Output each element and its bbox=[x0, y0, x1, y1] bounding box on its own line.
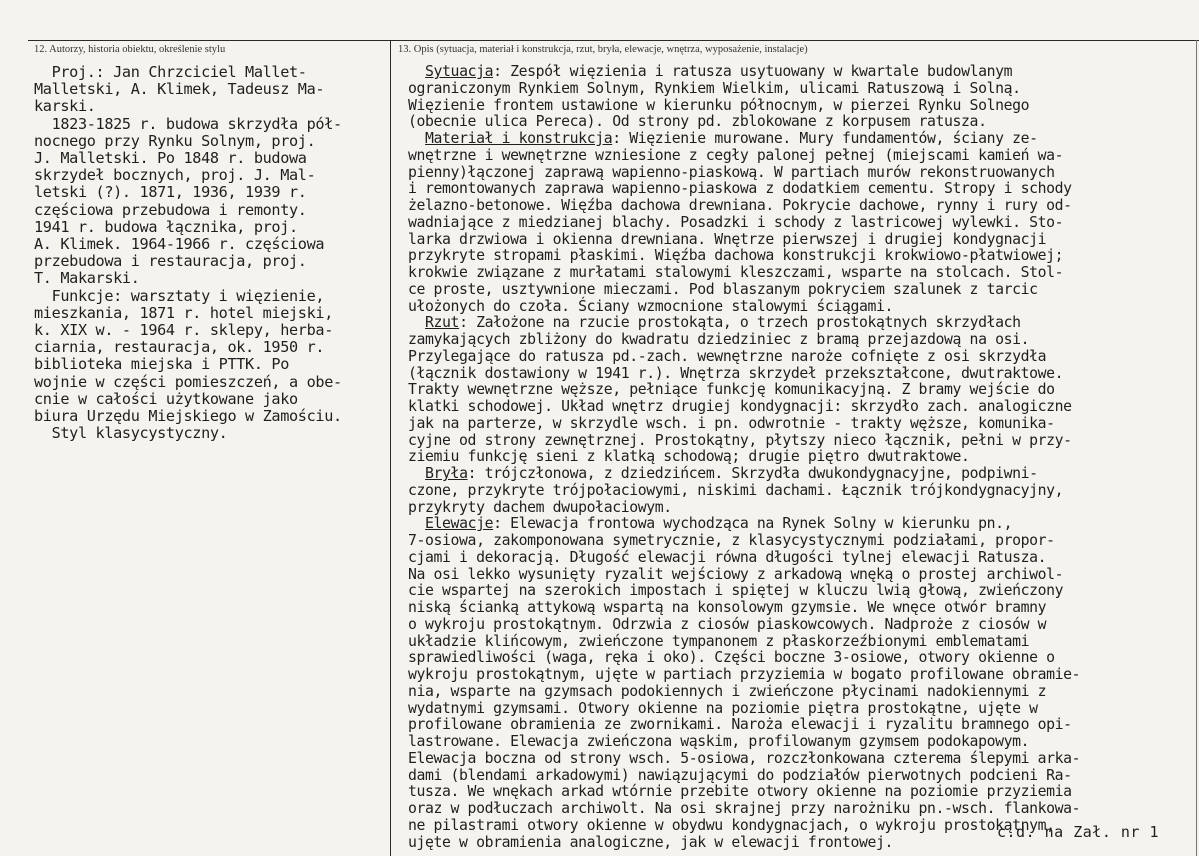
text-line bbox=[408, 382, 1080, 399]
section-heading: Rzut bbox=[425, 314, 460, 332]
line-text: 7-osiowa, zakomponowana symetrycznie, z klasycystycznymi podziałami, propor- bbox=[408, 532, 1055, 549]
text-line bbox=[408, 617, 1080, 634]
line-text: ułożonych do czoła. Ściany wzmocnione stalowymi ściągami. bbox=[408, 297, 893, 315]
text-line bbox=[408, 248, 1080, 265]
line-text: Elewacja boczna od strony wsch. 5-osiowa, rozczłonkowana czterema ślepymi arka- bbox=[408, 749, 1081, 767]
text-line bbox=[408, 148, 1080, 165]
text-line: skrzydeł bocznych, proj. J. Mal- bbox=[34, 166, 316, 185]
text-line: częściowa przebudowa i remonty. bbox=[34, 200, 307, 219]
text-line bbox=[408, 784, 1080, 801]
text-line: wojnie w części pomieszczeń, a obe- bbox=[34, 372, 342, 391]
line-text: Na osi lekko wysunięty ryzalit wejściowy z arkadową wnęką o prostej archiwol- bbox=[408, 565, 1064, 583]
line-text: lastrowane. Elewacja zwieńczona wąskim, profilowanym gzymsem podokapowym. bbox=[408, 733, 1030, 750]
text-line bbox=[408, 332, 1080, 349]
line-text: profilowane obramienia ze zwornikami. Naroża elewacji i ryzalitu bramnego opi- bbox=[408, 716, 1072, 734]
text-line: J. Malletski. Po 1848 r. budowa bbox=[34, 149, 307, 168]
section-heading: Bryła bbox=[425, 465, 468, 482]
text-line: Styl klasycystyczny. bbox=[34, 424, 228, 443]
text-line: przebudowa i restauracja, proj. bbox=[34, 252, 307, 271]
line-text: tusza. We wnękach arkad wtórnie przebite otwory okienne na poziomie przyziemia bbox=[408, 783, 1072, 801]
line-text: i remontowanych zaprawa wapienno-piaskowa z dodatkiem cementu. Stropy i schody bbox=[408, 180, 1072, 198]
line-text: żelazno-betonowe. Więźba dachowa drewniana. Pokrycie dachowe, rynny i rury od- bbox=[408, 197, 1072, 214]
text-line bbox=[408, 81, 1080, 98]
text-line bbox=[408, 634, 1080, 651]
line-text: czone, przykryte trójpołaciowymi, niskimi dachami. Łącznik trójkondygnacyjny, bbox=[408, 481, 1064, 499]
line-text: Więzienie frontem ustawione w kierunku północnym, w pierzei Rynku Solnego bbox=[408, 96, 1030, 114]
text-line bbox=[408, 349, 1080, 366]
line-text: : Założone na rzucie prostokąta, o trzech prostokątnych skrzydłach bbox=[459, 314, 1021, 332]
line-text: ograniczonym Rynkiem Solnym, Rynkiem Wielkim, ulicami Ratuszową i Solną. bbox=[408, 79, 1021, 97]
line-text: klatki schodowej. Układ wnętrz drugiej kondygnacji: skrzydło zach. analogiczne bbox=[408, 398, 1072, 415]
text-line bbox=[408, 801, 1080, 818]
text-line: A. Klimek. 1964-1966 r. częściowa bbox=[34, 235, 325, 254]
text-line: biblioteka miejska i PTTK. Po bbox=[34, 355, 290, 374]
text-line bbox=[408, 433, 1080, 450]
text-line: mieszkania, 1871 r. hotel miejski, bbox=[34, 303, 333, 322]
line-text: wnętrzne i wewnętrzne wzniesione z cegły palonej pełnej (miejscami kamień wa- bbox=[408, 146, 1064, 164]
top-rule bbox=[28, 40, 1199, 41]
line-text: nia, wsparte na gzymsach podokiennych i zwieńczone płycinami nadokiennymi z bbox=[408, 682, 1047, 700]
text-line: 1823-1825 r. budowa skrzydła pół- bbox=[34, 114, 342, 133]
text-line bbox=[408, 198, 1080, 215]
text-line bbox=[408, 567, 1080, 584]
line-text: krokwie związane z murłatami stalowymi kleszczami, wsparte na stolcach. Stol- bbox=[408, 264, 1064, 281]
section-heading: Elewacje bbox=[425, 515, 494, 533]
text-line: karski. bbox=[34, 97, 96, 116]
text-line bbox=[408, 818, 1080, 835]
section-heading: Sytuacja bbox=[425, 63, 494, 80]
text-line bbox=[408, 282, 1080, 299]
line-text: przykryte stropami płaskimi. Więźba dachowa konstrukcji krokwiowo-płatwiowej; bbox=[408, 247, 1064, 265]
line-text: ujęte w obramienia analogiczne, jak w elewacji frontowej. bbox=[408, 833, 893, 851]
text-line bbox=[408, 717, 1080, 734]
line-text: przykryty dachem dwupołaciowym. bbox=[408, 498, 672, 516]
line-text: (obecnie ulica Pereca). Od strony pd. zblokowane z korpusem ratusza. bbox=[408, 113, 987, 131]
line-text: (łącznik dostawiony w 1941 r.). Wnętrza skrzydeł przekształcone, dwutraktowe. bbox=[408, 364, 1064, 382]
text-line bbox=[408, 98, 1080, 115]
line-text: o wykroju prostokątnym. Odrzwia z ciosów piaskowcowych. Nadproże z ciosów w bbox=[408, 615, 1047, 633]
line-text: cyjne od strony zewnętrznej. Prostokątny, płytszy nieco łącznik, pełni w przy- bbox=[408, 431, 1072, 449]
text-line: Malletski, A. Klimek, Tadeusz Ma- bbox=[34, 80, 325, 99]
line-text: cjami i dekoracją. Długość elewacji równa długości tylnej elewacji Ratusza. bbox=[408, 548, 1047, 566]
text-line: ciarnia, restauracja, ok. 1950 r. bbox=[34, 338, 325, 357]
text-line: T. Makarski. bbox=[34, 269, 140, 288]
line-text: ne pilastrami otwory okienne w obydwu kondygnacjach, o wykroju prostokątnym, bbox=[408, 816, 1055, 834]
text-line bbox=[408, 299, 1080, 316]
right-border bbox=[1196, 40, 1197, 856]
line-text: wydatnymi gzymsami. Otwory okienne na poziomie piętra prostokątne, ujęte w bbox=[408, 699, 1038, 717]
text-line bbox=[408, 550, 1080, 567]
line-text: Trakty wewnętrzne węższe, pełniące funkcję komunikacyjną. Z bramy wejście do bbox=[408, 381, 1055, 399]
line-text: Przylegające do ratusza pd.-zach. wewnętrzne naroże cofnięte z osi skrzydła bbox=[408, 347, 1047, 365]
line-text: zamykających zbliżony do kwadratu dziedziniec z bramą przejazdową na osi. bbox=[408, 331, 1030, 348]
text-line: cnie w całości użytkowane jako bbox=[34, 389, 298, 408]
text-line bbox=[408, 650, 1080, 667]
text-line: nocnego przy Rynku Solnym, proj. bbox=[34, 131, 316, 150]
text-line bbox=[408, 232, 1080, 249]
text-line: k. XIX w. - 1964 r. sklepy, herba- bbox=[34, 321, 333, 340]
text-line: biura Urzędu Miejskiego w Zamościu. bbox=[34, 407, 342, 426]
text-line bbox=[408, 64, 1080, 81]
column-divider bbox=[390, 40, 391, 856]
section-heading: Materiał i konstrukcja bbox=[425, 130, 613, 147]
text-line: Proj.: Jan Chrzciciel Mallet- bbox=[34, 63, 307, 81]
text-line bbox=[408, 835, 1080, 852]
text-line bbox=[408, 734, 1080, 751]
text-line bbox=[408, 215, 1080, 232]
text-line bbox=[408, 366, 1080, 383]
text-line bbox=[408, 399, 1080, 416]
text-line bbox=[408, 265, 1080, 282]
line-text: ce proste, usztywnione mieczami. Pod blaszanym pokryciem szalunek z tarcic bbox=[408, 280, 1038, 298]
text-line bbox=[408, 131, 1080, 148]
text-line bbox=[408, 751, 1080, 768]
text-line bbox=[408, 533, 1080, 550]
line-text: dami (blendami arkadowymi) nawiązującymi do podziałów pierwotnych podcieni Ra- bbox=[408, 766, 1072, 784]
text-line bbox=[408, 114, 1080, 131]
left-column-header: 12. Autorzy, historia obiektu, określenie stylu bbox=[34, 44, 226, 55]
authors-history-text bbox=[34, 64, 342, 442]
line-text: oraz w podłuczach archiwolt. Na osi skrajnej przy narożniku pn.-wsch. flankowa- bbox=[408, 800, 1081, 817]
line-text: : trójczłonowa, z dziedzińcem. Skrzydła dwukondygnacyjne, podpiwni- bbox=[467, 465, 1038, 482]
text-line bbox=[408, 500, 1080, 517]
line-text: układzie klińcowym, zwieńczone tympanonem z płaskorzeźbionymi emblematami bbox=[408, 632, 1030, 650]
text-line bbox=[408, 600, 1080, 617]
text-line bbox=[408, 667, 1080, 684]
text-line bbox=[408, 181, 1080, 198]
line-text: : Elewacja frontowa wychodząca na Rynek Solny w kierunku pn., bbox=[493, 515, 1013, 533]
line-text: sprawiedliwości (waga, ręka i oko). Części boczne 3-osiowe, otwory okienne o bbox=[408, 649, 1055, 667]
text-line bbox=[408, 701, 1080, 718]
text-line bbox=[408, 466, 1080, 483]
line-text: pienny)łączonej zaprawą wapienno-piaskową. W partiach murów rekonstruowanych bbox=[408, 163, 1055, 181]
text-line bbox=[408, 416, 1080, 433]
line-text: larka drzwiowa i okienna drewniana. Wnętrze pierwszej i drugiej kondygnacji bbox=[408, 230, 1047, 248]
text-line: 1941 r. budowa łącznika, proj. bbox=[34, 217, 298, 236]
line-text: cie wspartej na szerokich impostach i spiętej w kluczu lwią głową, zwieńczony bbox=[408, 582, 1064, 600]
line-text: : Zespół więzienia i ratusza usytuowany w kwartale budowlanym bbox=[493, 63, 1013, 80]
line-text: wykroju prostokątnym, ujęte w partiach przyziemia w bogato profilowane obramie- bbox=[408, 666, 1081, 683]
line-text: niską ścianką attykową wspartą na konsolowym gzymsie. We wnęce otwór bramny bbox=[408, 599, 1047, 616]
line-text: wadniające z miedzianej blachy. Posadzki i schody z lastricowej wylewki. Sto- bbox=[408, 213, 1064, 231]
text-line bbox=[408, 684, 1080, 701]
text-line bbox=[408, 315, 1080, 332]
line-text: : Więzienie murowane. Mury fundamentów, ściany ze- bbox=[612, 130, 1038, 147]
text-line bbox=[408, 583, 1080, 600]
description-text bbox=[408, 64, 1080, 851]
line-text: jak na parterze, w skrzydle wsch. i pn. odwrotnie - trakty węższe, komunika- bbox=[408, 414, 1055, 432]
right-column-header: 13. Opis (sytuacja, materiał i konstrukcja, rzut, bryła, elewacje, wnętrza, wyposażenie, instalacje) bbox=[398, 44, 808, 55]
text-line bbox=[408, 449, 1080, 466]
continuation-note: c.d. na Zał. nr 1 bbox=[997, 823, 1160, 841]
text-line bbox=[408, 483, 1080, 500]
text-line bbox=[408, 768, 1080, 785]
text-line: Funkcje: warsztaty i więzienie, bbox=[34, 286, 325, 305]
text-line bbox=[408, 516, 1080, 533]
text-line bbox=[408, 165, 1080, 182]
text-line: letski (?). 1871, 1936, 1939 r. bbox=[34, 183, 307, 202]
line-text: ziemiu funkcję sieni z klatką schodową; drugie piętro dwutraktowe. bbox=[408, 448, 970, 466]
